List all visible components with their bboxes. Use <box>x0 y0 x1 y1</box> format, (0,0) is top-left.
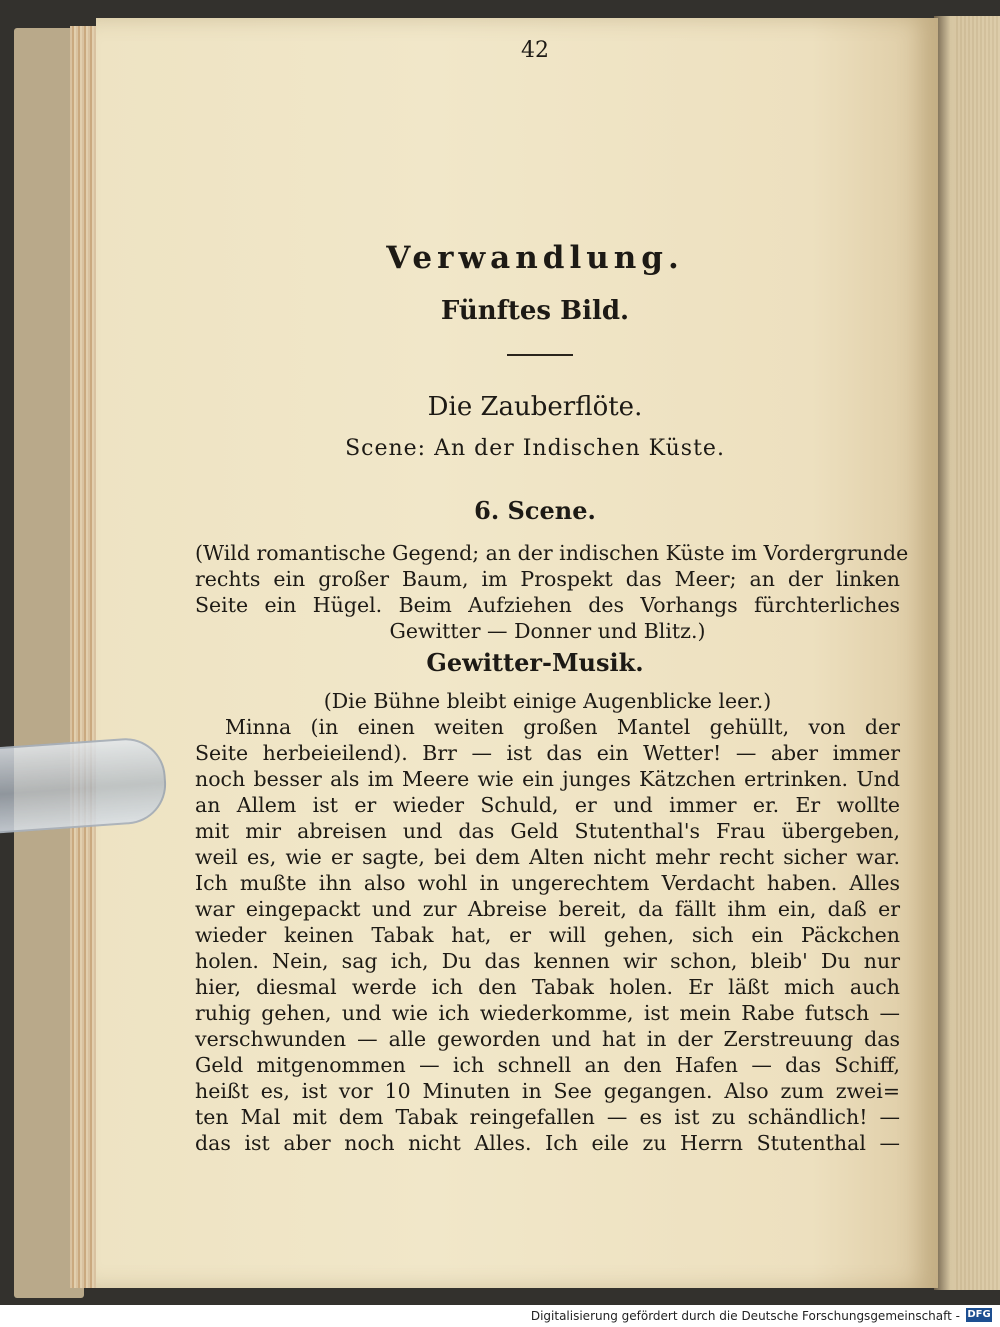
page-number: 42 <box>521 38 549 63</box>
body-line: ten Mal mit dem Tabak reingefallen — es ist zu schändlich! — <box>195 1105 900 1129</box>
heading: Verwandlung. <box>386 240 684 276</box>
body-line: hier, diesmal werde ich den Tabak holen. Er läßt mich auch <box>195 975 900 999</box>
body-line: mit mir abreisen und das Geld Stutenthal's Frau übergeben, <box>195 819 900 843</box>
body-line: heißt es, ist vor 10 Minuten in See gegangen. Also zum zwei= <box>195 1079 900 1103</box>
body-line: war eingepackt und zur Abreise bereit, da fällt ihm ein, daß er <box>195 897 900 921</box>
page-clip <box>0 736 169 835</box>
facing-page <box>934 16 1000 1290</box>
body-line: das ist aber noch nicht Alles. Ich eile zu Herrn Stutenthal — <box>195 1131 900 1155</box>
stage-direction-line: rechts ein großer Baum, im Prospekt das Meer; an der linken <box>195 567 900 591</box>
scene-location: Scene: An der Indischen Küste. <box>345 436 725 461</box>
body-line: Seite herbeieilend). Brr — ist das ein Wetter! — aber immer <box>195 741 900 765</box>
body-line: Ich mußte ihn also wohl in ungerechtem Verdacht haben. Alles <box>195 871 900 895</box>
body-line: an Allem ist er wieder Schuld, er und immer er. Er wollte <box>195 793 900 817</box>
scene-number: 6. Scene. <box>474 496 596 525</box>
subheading: Fünftes Bild. <box>440 296 630 326</box>
body-line: noch besser als im Meere wie ein junges Kätzchen ertrinken. Und <box>195 767 900 791</box>
dfg-logo-icon: DFG <box>967 1309 991 1320</box>
divider-rule <box>507 354 573 356</box>
music-heading: Gewitter-Musik. <box>426 648 644 677</box>
body-line: ruhig gehen, und wie ich wiederkomme, ist mein Rabe futsch — <box>195 1001 900 1025</box>
footer-bar <box>0 1305 1000 1327</box>
body-line: wieder keinen Tabak hat, er will gehen, sich ein Päckchen <box>195 923 900 947</box>
play-title: Die Zauberflöte. <box>427 392 643 422</box>
body-line: holen. Nein, sag ich, Du das kennen wir schon, bleib' Du nur <box>195 949 900 973</box>
stage-direction-line: (Wild romantische Gegend; an der indischen Küste im Vordergrunde <box>195 541 909 565</box>
stage-direction-line: Gewitter — Donner und Blitz.) <box>389 619 706 643</box>
stage-note: (Die Bühne bleibt einige Augenblicke leer.) <box>323 689 772 713</box>
body-line: verschwunden — alle geworden und hat in der Zerstreuung das <box>195 1027 900 1051</box>
body-line: Minna (in einen weiten großen Mantel gehüllt, von der <box>225 715 900 739</box>
footer-credit: Digitalisierung gefördert durch die Deutsche Forschungsgemeinschaft - <box>530 1309 960 1323</box>
body-line: Geld mitgenommen — ich schnell an den Hafen — das Schiff, <box>195 1053 900 1077</box>
stage-direction-line: Seite ein Hügel. Beim Aufziehen des Vorhangs fürchterliches <box>195 593 900 617</box>
body-line: weil es, wie er sagte, bei dem Alten nicht mehr recht sicher war. <box>195 845 900 869</box>
